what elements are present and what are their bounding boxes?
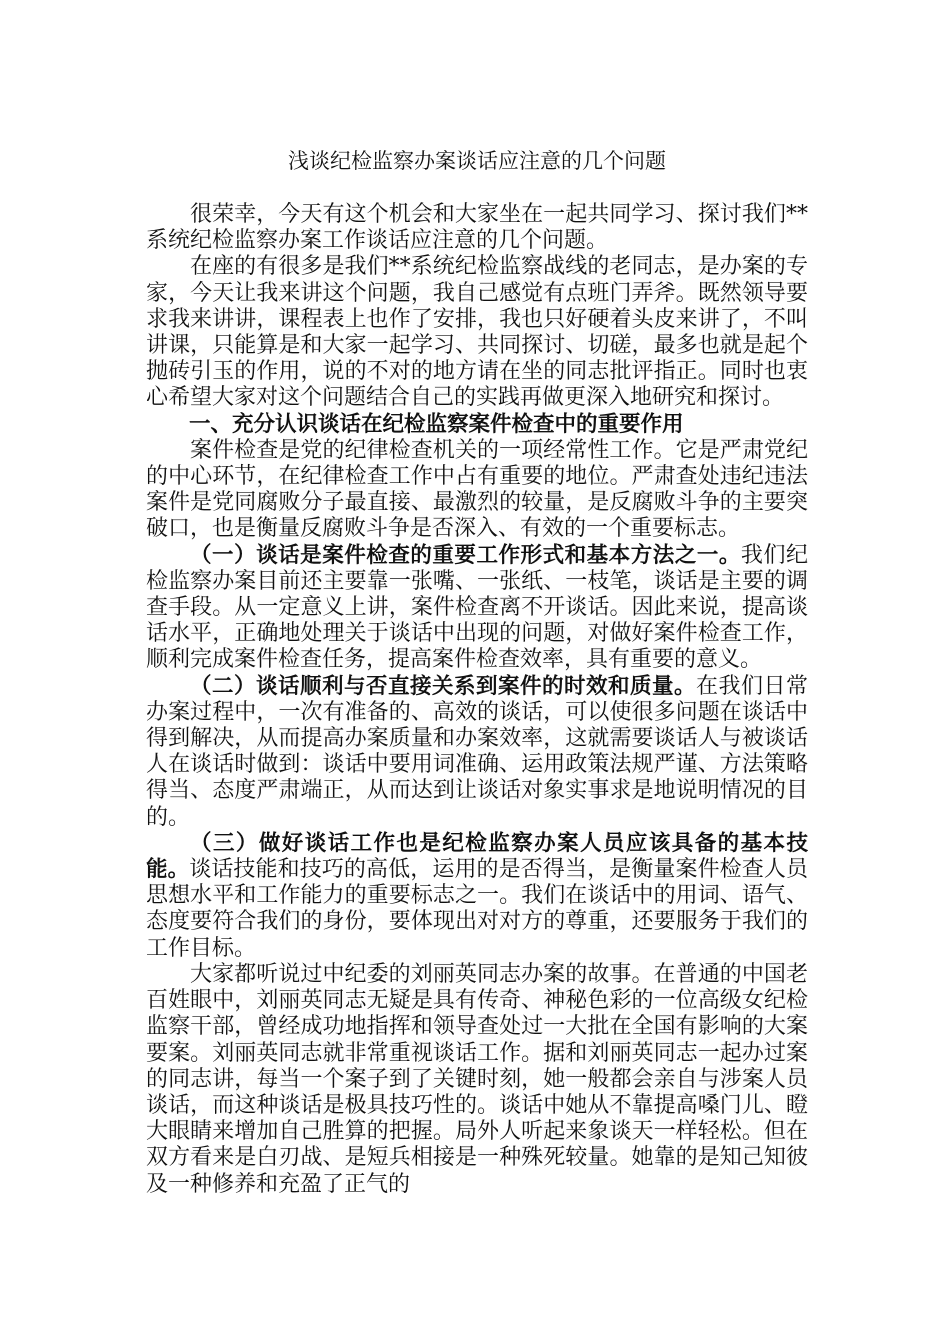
point-2-lead: （二）谈话顺利与否直接关系到案件的时效和质量。 bbox=[190, 673, 696, 699]
point-3 bbox=[146, 831, 808, 962]
point-3-lead: （三）做好谈话工作也是纪检监察办案人员应该具备的基本技能。 bbox=[146, 830, 808, 883]
section-intro: 案件检查是党的纪律检查机关的一项经常性工作。它是严肃党纪的中心环节，在纪律检查工作中占有重要的地位。严肃查处违纪违法案件是党同腐败分子最直接、最激烈的较量，是反腐败斗争的主要突破口，也是衡量反腐败斗争是否深入、有效的一个重要标志。 bbox=[146, 437, 808, 542]
paragraph-opening: 很荣幸，今天有这个机会和大家坐在一起共同学习、探讨我们**系统纪检监察办案工作谈话应注意的几个问题。 bbox=[146, 202, 808, 254]
document-title: 浅谈纪检监察办案谈话应注意的几个问题 bbox=[288, 149, 666, 173]
point-2 bbox=[146, 674, 808, 831]
point-1 bbox=[146, 543, 808, 674]
document-body bbox=[146, 202, 808, 1198]
point-2-text: 在我们日常办案过程中，一次有准备的、高效的谈话，可以使很多问题在谈话中得到解决，从而提高办案质量和办案效率，这就需要谈话人与被谈话人在谈话时做到：谈话中要用词准确、运用政策法规严谨、方法策略得当、态度严肃端正，从而达到让谈话对象实事求是地说明情况的目的。 bbox=[146, 673, 808, 830]
point-1-lead: （一）谈话是案件检查的重要工作形式和基本方法之一。 bbox=[190, 542, 741, 568]
point-1-text: 我们纪检监察办案目前还主要靠一张嘴、一张纸、一枝笔，谈话是主要的调查手段。从一定意义上讲，案件检查离不开谈话。因此来说，提高谈话水平，正确地处理关于谈话中出现的问题，对做好案件检查工作，顺利完成案件检查任务，提高案件检查效率，具有重要的意义。 bbox=[146, 542, 808, 673]
paragraph-closing: 大家都听说过中纪委的刘丽英同志办案的故事。在普通的中国老百姓眼中，刘丽英同志无疑是具有传奇、神秘色彩的一位高级女纪检监察干部，曾经成功地指挥和领导查处过一大批在全国有影响的大案要案。刘丽英同志就非常重视谈话工作。据和刘丽英同志一起办过案的同志讲，每当一个案子到了关键时刻，她一般都会亲自与涉案人员谈话，而这种谈话是极具技巧性的。谈话中她从不靠提高嗓门儿、瞪大眼睛来增加自己胜算的把握。局外人听起来象谈天一样轻松。但在双方看来是白刃战、是短兵相接是一种殊死较量。她靠的是知己知彼及一种修养和充盈了正气的 bbox=[146, 961, 808, 1197]
paragraph-context: 在座的有很多是我们**系统纪检监察战线的老同志，是办案的专家，今天让我来讲这个问题，我自己感觉有点班门弄斧。既然领导要求我来讲讲，课程表上也作了安排，我也只好硬着头皮来讲了，不叫讲课，只能算是和大家一起学习、共同探讨、切磋，最多也就是起个抛砖引玉的作用，说的不对的地方请在坐的同志批评指正。同时也衷心希望大家对这个问题结合自己的实践再做更深入地研究和探讨。 bbox=[146, 254, 808, 411]
point-3-text: 谈话技能和技巧的高低，运用的是否得当，是衡量案件检查人员思想水平和工作能力的重要标志之一。我们在谈话中的用词、语气、态度要符合我们的身份，要体现出对对方的尊重，还要服务于我们的工作目标。 bbox=[146, 857, 808, 961]
section-heading: 一、充分认识谈话在纪检监察案件检查中的重要作用 bbox=[189, 411, 684, 437]
